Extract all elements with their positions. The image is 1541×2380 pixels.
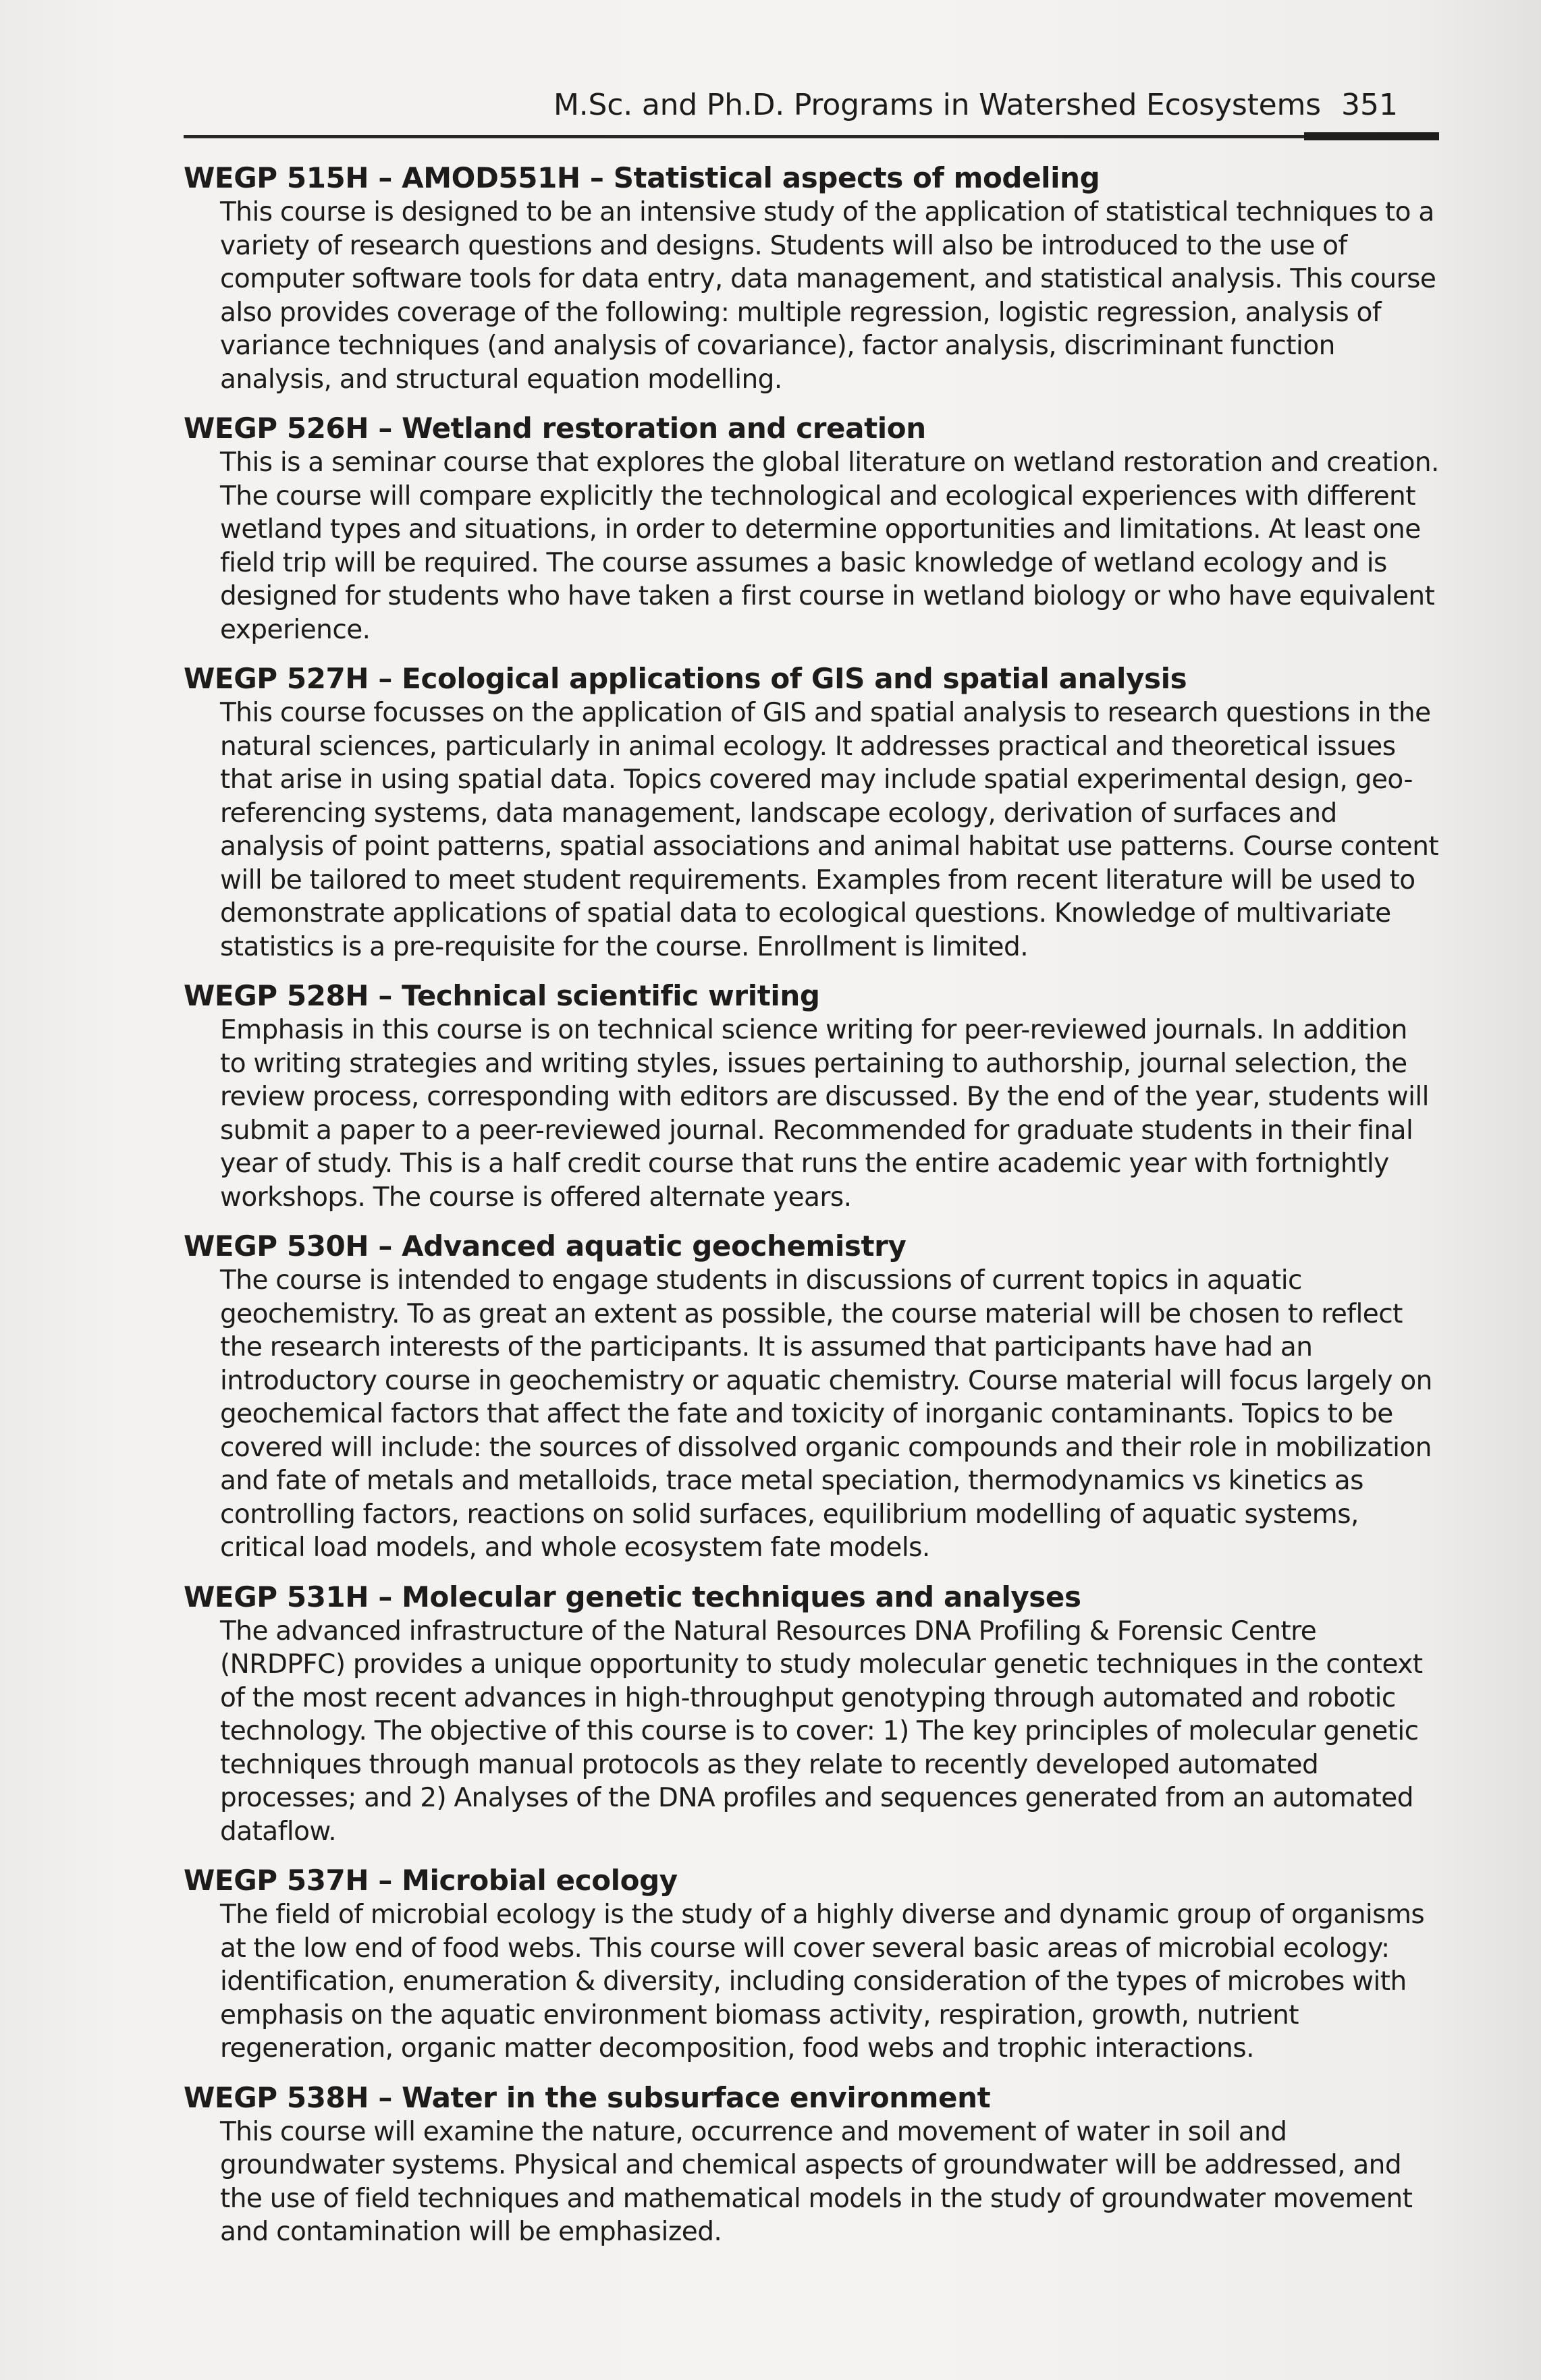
course-title: WEGP 537H – Microbial ecology bbox=[184, 1864, 678, 1897]
course-title: WEGP 538H – Water in the subsurface environment bbox=[184, 2080, 991, 2114]
course-description: This course will examine the nature, occurrence and movement of water in soil and groundwater systems. Physical and chemical aspects of groundwater will be addressed, and the use of field techniques and mathematical models in the study of groundwater movement and contamination will be emphasized. bbox=[220, 2116, 1413, 2247]
course-entry bbox=[184, 978, 1439, 1214]
course-title: WEGP 531H – Molecular genetic techniques and analyses bbox=[184, 1580, 1081, 1613]
course-title: WEGP 526H – Wetland restoration and creation bbox=[184, 412, 926, 445]
course-title: WEGP 527H – Ecological applications of GIS and spatial analysis bbox=[184, 662, 1187, 695]
course-description: The advanced infrastructure of the Natural Resources DNA Profiling & Forensic Centre (NRDPFC) provides a unique opportunity to study molecular genetic techniques in the context of the most recent advances in high-throughput genotyping through automated and robotic technology. The objective of this course is to cover: 1) The key principles of molecular genetic techniques through manual protocols as they relate to recently developed automated processes; and 2) Analyses of the DNA profiles and sequences generated from an automated dataflow. bbox=[220, 1615, 1423, 1847]
course-entry bbox=[184, 1863, 1439, 2066]
course-title: WEGP 530H – Advanced aquatic geochemistry bbox=[184, 1229, 907, 1263]
course-list bbox=[184, 161, 1439, 2264]
course-description: The field of microbial ecology is the study of a highly diverse and dynamic group of organisms at the low end of food webs. This course will cover several basic areas of microbial ecology: identification, enumeration & diversity, including consideration of the types of microbes with emphasis on the aquatic environment biomass activity, respiration, growth, nutrient regeneration, organic matter decomposition, food webs and trophic interactions. bbox=[220, 1900, 1425, 2064]
header-rule bbox=[184, 135, 1439, 138]
course-description: The course is intended to engage students in discussions of current topics in aquatic geochemistry. To as great an extent as possible, the course material will be chosen to reflect the research interests of the participants. It is assumed that participants have had an introductory course in geochemistry or aquatic chemistry. Course material will focus largely on geochemical factors that affect the fate and toxicity of inorganic contaminants. Topics to be covered will include: the sources of dissolved organic compounds and their role in mobilization and fate of metals and metalloids, trace metal speciation, thermodynamics vs kinetics as controlling factors, reactions on solid surfaces, equilibrium modelling of aquatic systems, critical load models, and whole ecosystem fate models. bbox=[220, 1265, 1432, 1563]
course-entry bbox=[184, 661, 1439, 964]
course-entry bbox=[184, 1580, 1439, 1849]
course-entry bbox=[184, 161, 1439, 396]
course-title: WEGP 528H – Technical scientific writing bbox=[184, 979, 820, 1012]
header-rule-accent bbox=[1304, 132, 1439, 140]
course-entry bbox=[184, 2080, 1439, 2249]
course-description: This course focusses on the application of GIS and spatial analysis to research questions in the natural sciences, particularly in animal ecology. It addresses practical and theoretical issues that arise in using spatial data. Topics covered may include spatial experimental design, geo-referencing systems, data management, landscape ecology, derivation of surfaces and analysis of point patterns, spatial associations and animal habitat use patterns. Course content will be tailored to meet student requirements. Examples from recent literature will be used to demonstrate applications of spatial data to ecological questions. Knowledge of multivariate statistics is a pre-requisite for the course. Enrollment is limited. bbox=[220, 698, 1439, 962]
page-number: 351 bbox=[1341, 88, 1398, 122]
course-entry bbox=[184, 1229, 1439, 1565]
course-description: This is a seminar course that explores the global literature on wetland restoration and creation. The course will compare explicitly the technological and ecological experiences with different wetland types and situations, in order to determine opportunities and limitations. At least one field trip will be required. The course assumes a basic knowledge of wetland ecology and is designed for students who have taken a first course in wetland biology or who have equivalent experience. bbox=[220, 447, 1439, 645]
course-description: Emphasis in this course is on technical science writing for peer-reviewed journals. In addition to writing strategies and writing styles, issues pertaining to authorship, journal selection, the review process, corresponding with editors are discussed. By the end of the year, students will submit a paper to a peer-reviewed journal. Recommended for graduate students in their final year of study. This is a half credit course that runs the entire academic year with fortnightly workshops. The course is offered alternate years. bbox=[220, 1015, 1429, 1213]
course-entry bbox=[184, 411, 1439, 646]
header-title: M.Sc. and Ph.D. Programs in Watershed Ecosystems bbox=[553, 88, 1321, 122]
running-header bbox=[184, 80, 1439, 142]
course-title: WEGP 515H – AMOD551H – Statistical aspects of modeling bbox=[184, 161, 1100, 194]
course-description: This course is designed to be an intensive study of the application of statistical techniques to a variety of research questions and designs. Students will also be introduced to the use of computer software tools for data entry, data management, and statistical analysis. This course also provides coverage of the following: multiple regression, logistic regression, analysis of variance techniques (and analysis of covariance), factor analysis, discriminant function analysis, and structural equation modelling. bbox=[220, 197, 1436, 395]
